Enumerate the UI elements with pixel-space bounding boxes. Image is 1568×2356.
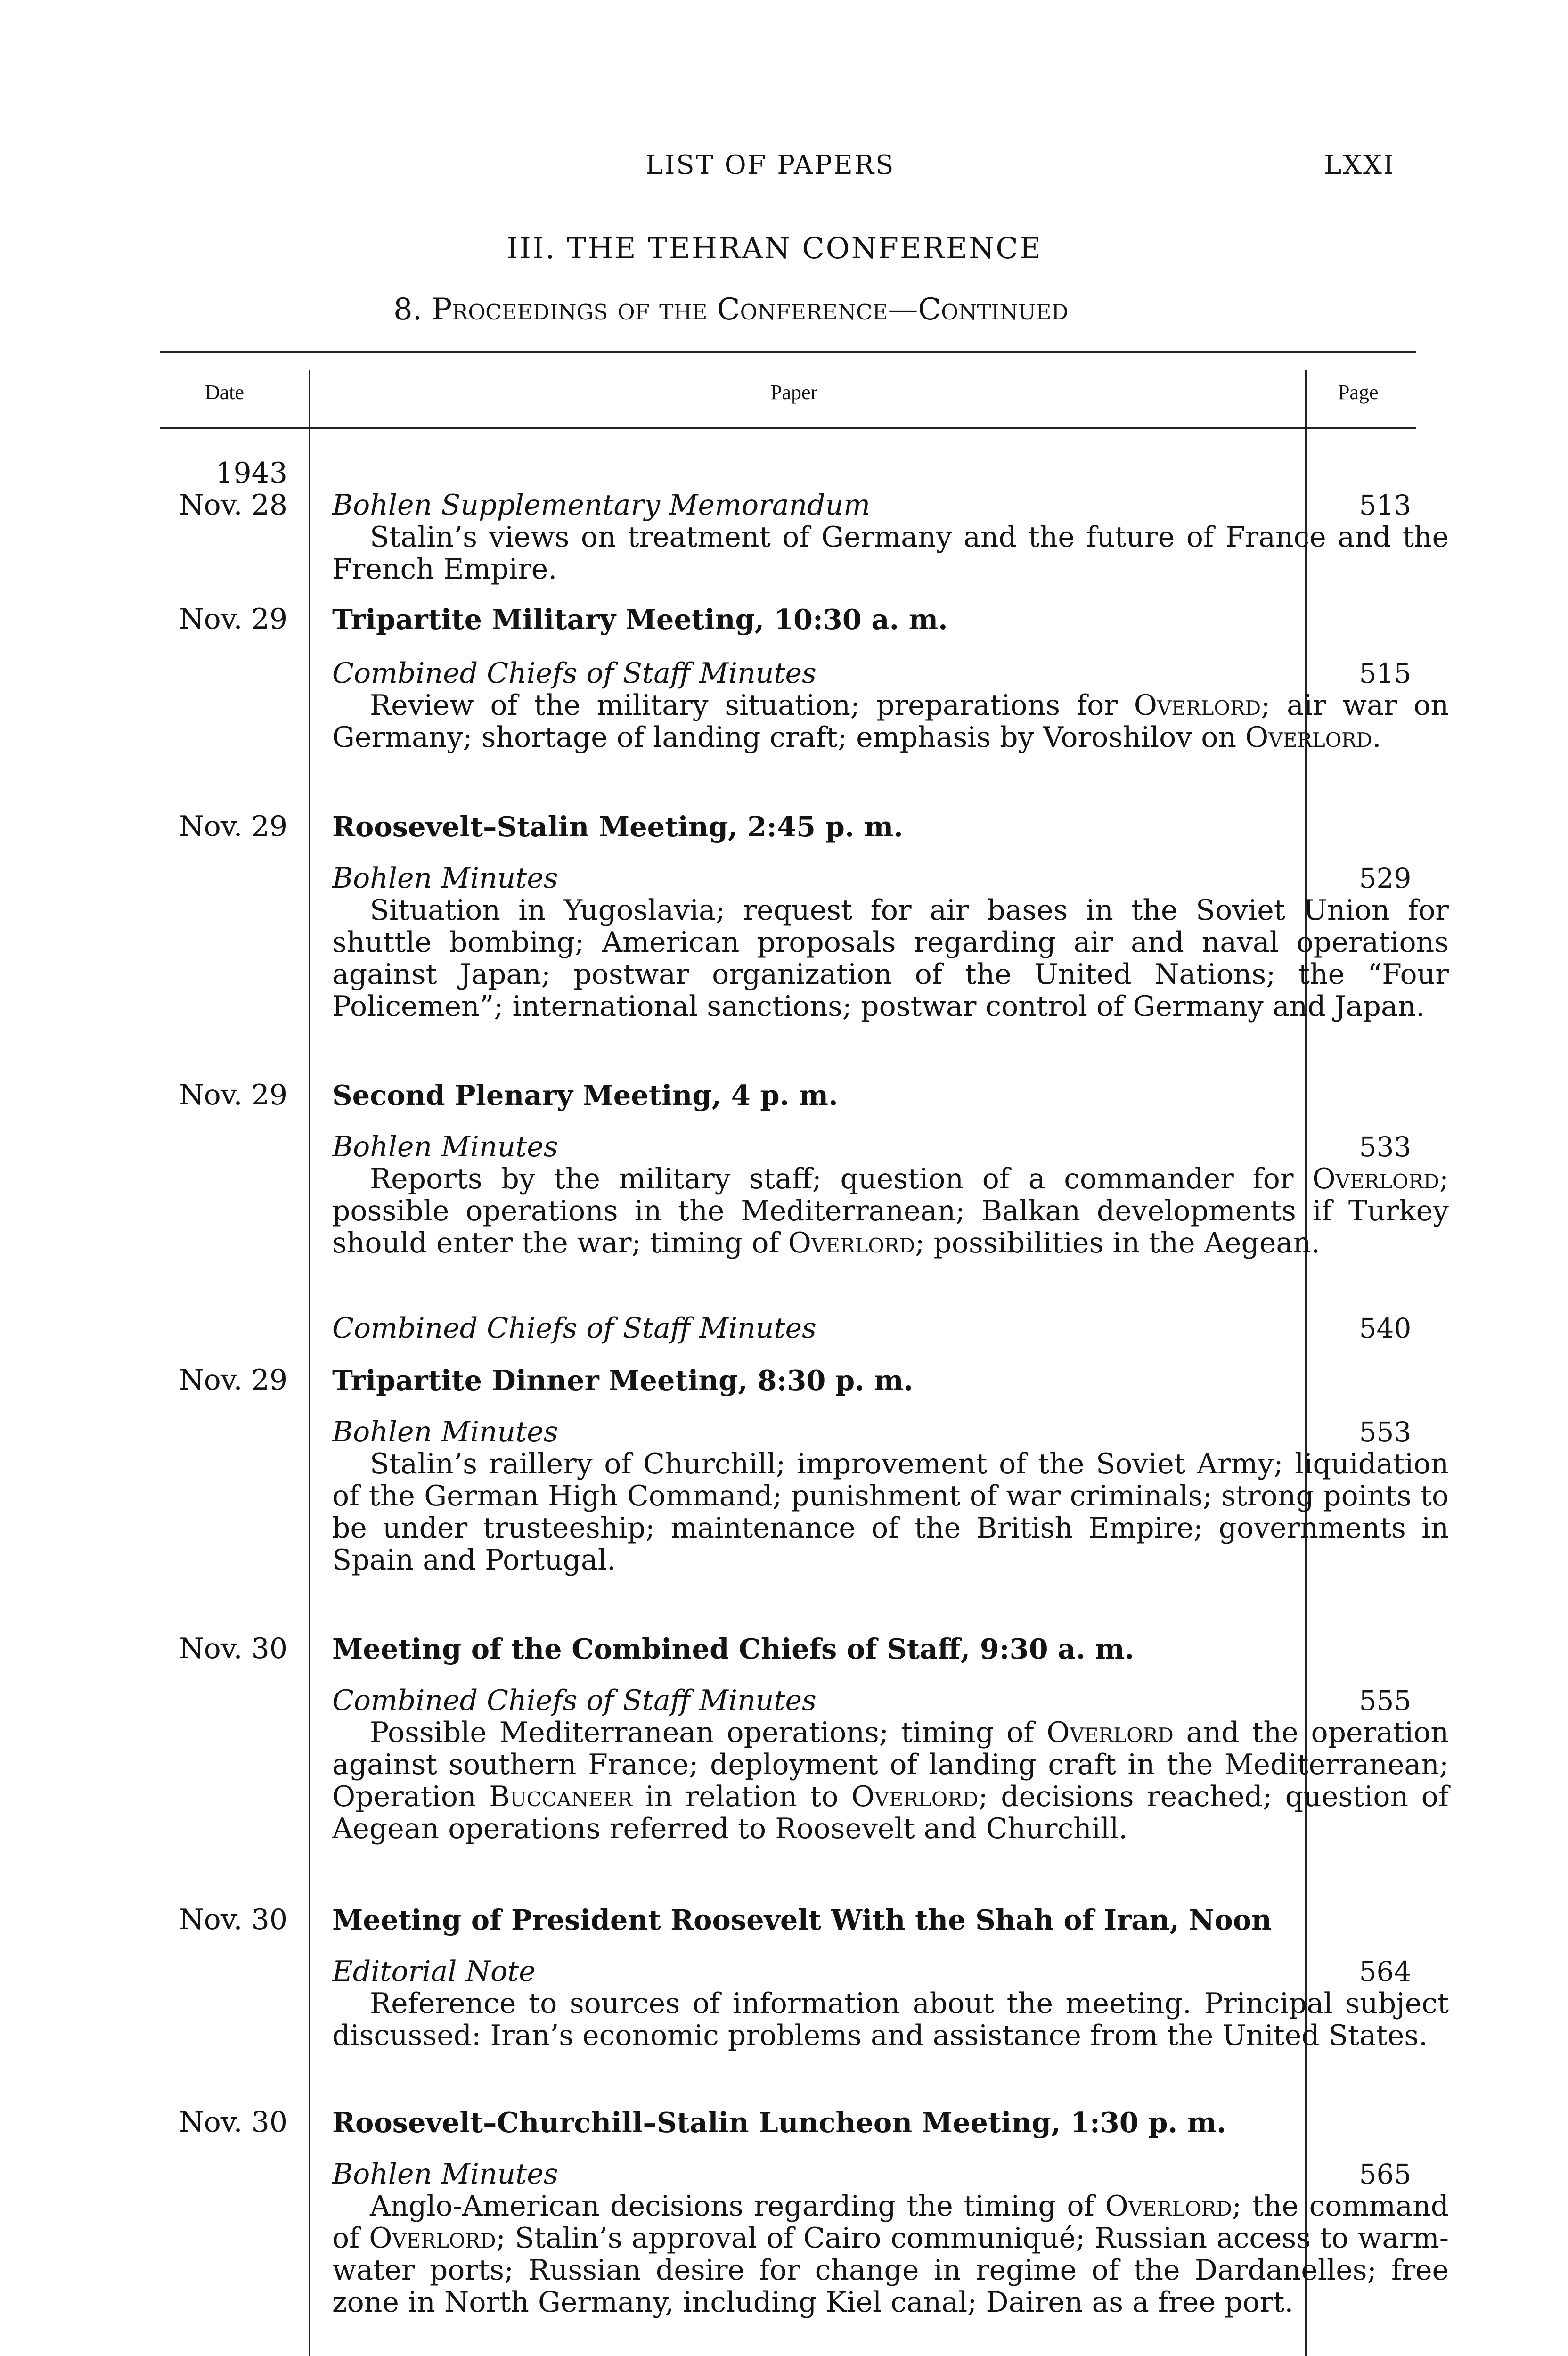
document-type: Combined Chiefs of Staff Minutes bbox=[332, 1684, 817, 1717]
date-label: Nov. 29 bbox=[179, 810, 287, 843]
table-header-rule bbox=[160, 427, 1416, 429]
page-number: 555 bbox=[1359, 1685, 1412, 1717]
column-divider-date bbox=[309, 370, 310, 2356]
operation-codename: Overlord bbox=[1134, 689, 1261, 722]
meeting-heading: Roosevelt–Stalin Meeting, 2:45 p. m. bbox=[332, 810, 903, 843]
meeting-heading: Second Plenary Meeting, 4 p. m. bbox=[332, 1079, 838, 1112]
papers-table bbox=[160, 351, 1449, 2356]
meeting-heading: Tripartite Dinner Meeting, 8:30 p. m. bbox=[332, 1364, 914, 1397]
operation-codename: Overlord bbox=[851, 1780, 979, 1813]
operation-codename: Overlord bbox=[1105, 2190, 1232, 2223]
document-type: Bohlen Minutes bbox=[332, 1415, 558, 1448]
page-number: 513 bbox=[1359, 489, 1412, 521]
document-description: Reports by the military staff; question of a commander for Overlord; possible operations in the Mediterranean; Balkan developments if Turkey should enter the war; timing of Overlord; possibilities in the Aegean. bbox=[332, 1162, 1449, 1260]
operation-codename: Overlord bbox=[1245, 721, 1372, 754]
document-description: Situation in Yugoslavia; request for air bases in the Soviet Union for shuttle bombing; American proposals regarding air and naval operations against Japan; postwar organization of the United Nations; the “Four Policemen”; international sanctions; postwar control of Germany and Japan. bbox=[332, 894, 1449, 1023]
document-type: Bohlen Minutes bbox=[332, 2158, 558, 2191]
operation-codename: Buccaneer bbox=[489, 1780, 632, 1813]
document-type: Bohlen Supplementary Memorandum bbox=[332, 489, 871, 522]
year-label: 1943 bbox=[215, 457, 287, 490]
document-type: Combined Chiefs of Staff Minutes bbox=[332, 1312, 817, 1345]
date-label: Nov. 28 bbox=[179, 489, 287, 522]
page-numeral: LXXI bbox=[1324, 150, 1396, 180]
document-description: Reference to sources of information about the meeting. Principal subject discussed: Iran’s economic problems and assistance from the United States. bbox=[332, 1987, 1449, 2052]
document-type: Bohlen Minutes bbox=[332, 1130, 558, 1163]
date-label: Nov. 30 bbox=[179, 1632, 287, 1665]
meeting-heading: Tripartite Military Meeting, 10:30 a. m. bbox=[332, 603, 948, 636]
meeting-heading: Meeting of President Roosevelt With the Shah of Iran, Noon bbox=[332, 1904, 1272, 1936]
running-head-title: LIST OF PAPERS bbox=[645, 150, 895, 180]
page-number: 540 bbox=[1359, 1312, 1412, 1344]
document-description: Anglo-American decisions regarding the timing of Overlord; the command of Overlord; Stalin’s approval of Cairo communiqué; Russian access to warm-water ports; Russian desire for change in regime of the Dardanelles; free zone in North Germany, including Kiel canal; Dairen as a free port. bbox=[332, 2190, 1449, 2319]
page-number: 515 bbox=[1359, 657, 1412, 689]
page-number: 529 bbox=[1359, 862, 1412, 894]
paper-entry bbox=[332, 657, 1449, 753]
paper-entry bbox=[332, 1955, 1449, 2052]
document-description: Stalin’s views on treatment of Germany and the future of France and the French Empire. bbox=[332, 521, 1449, 586]
operation-codename: Overlord bbox=[1312, 1162, 1439, 1195]
meeting-heading: Meeting of the Combined Chiefs of Staff, 9:30 a. m. bbox=[332, 1633, 1135, 1665]
date-label: Nov. 29 bbox=[179, 1079, 287, 1112]
column-header-page: Page bbox=[1338, 381, 1379, 404]
table-top-rule bbox=[160, 351, 1416, 353]
paper-entry bbox=[332, 2158, 1449, 2318]
paper-entry bbox=[332, 862, 1449, 1023]
paper-entry bbox=[332, 1312, 1449, 1344]
operation-codename: Overlord bbox=[369, 2222, 496, 2255]
paper-entry bbox=[332, 489, 1449, 585]
date-label: Nov. 30 bbox=[179, 1903, 287, 1936]
section-title: III. THE TEHRAN CONFERENCE bbox=[506, 231, 1043, 265]
document-description: Possible Mediterranean operations; timing of Overlord and the operation against southern France; deployment of landing craft in the Mediterranean; Operation Buccaneer in relation to Overlord; decisions reached; question of Aegean operations referred to Roosevelt and Churchill. bbox=[332, 1716, 1449, 1845]
document-description: Review of the military situation; preparations for Overlord; air war on Germany; shortage of landing craft; emphasis by Voroshilov on Overlord. bbox=[332, 689, 1449, 754]
paper-entry bbox=[332, 1416, 1449, 1576]
row-date bbox=[160, 457, 287, 521]
date-label: Nov. 30 bbox=[179, 2106, 287, 2139]
meeting-heading: Roosevelt–Churchill–Stalin Luncheon Meeting, 1:30 p. m. bbox=[332, 2106, 1226, 2139]
page-number: 565 bbox=[1359, 2158, 1412, 2190]
subsection-title: 8. Proceedings of the Conference—Continued bbox=[393, 292, 1069, 327]
operation-codename: Overlord bbox=[788, 1227, 915, 1260]
date-label: Nov. 29 bbox=[179, 1364, 287, 1397]
page-number: 564 bbox=[1359, 1955, 1412, 1988]
column-header-paper: Paper bbox=[770, 381, 818, 404]
paper-entry bbox=[332, 1685, 1449, 1845]
column-header-date: Date bbox=[205, 381, 245, 404]
paper-entry bbox=[332, 1131, 1449, 1259]
page-number: 553 bbox=[1359, 1416, 1412, 1448]
document-type: Combined Chiefs of Staff Minutes bbox=[332, 657, 817, 690]
page-number: 533 bbox=[1359, 1131, 1412, 1163]
document-type: Editorial Note bbox=[332, 1955, 536, 1988]
date-label: Nov. 29 bbox=[179, 603, 287, 636]
document-description: Stalin’s raillery of Churchill; improvement of the Soviet Army; liquidation of the German High Command; punishment of war criminals; strong points to be under trusteeship; maintenance of the British Empire; governments in Spain and Portugal. bbox=[332, 1448, 1449, 1577]
operation-codename: Overlord bbox=[1046, 1716, 1174, 1749]
document-type: Bohlen Minutes bbox=[332, 862, 558, 895]
